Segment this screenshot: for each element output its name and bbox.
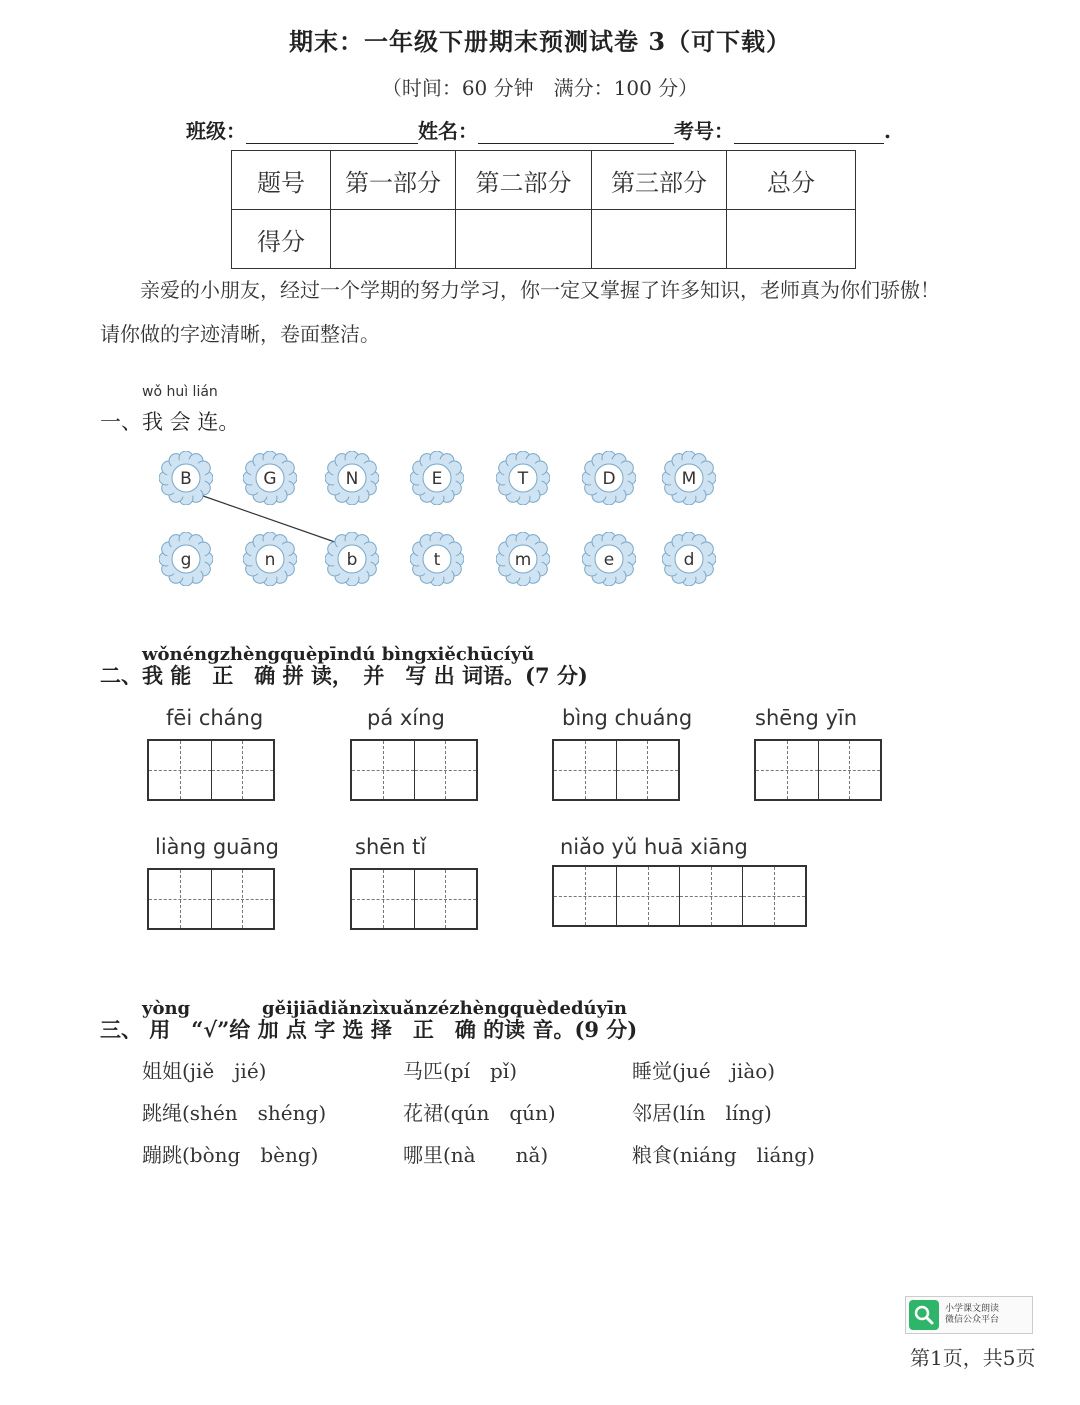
badge-line-1: 小学课文朗读 [945, 1304, 1000, 1314]
q2-word-pinyin: pá xíng [367, 706, 445, 730]
q3-choice[interactable]: 马匹(pí pǐ) [403, 1059, 518, 1083]
q2-title: 二、我 能 正 确 拼 读， 并 写 出 词语。(7 分) [100, 663, 588, 688]
intro-line-2: 请你做的字迹清晰，卷面整洁。 [100, 322, 380, 346]
search-icon [909, 1300, 939, 1330]
flower-letter: t [433, 550, 441, 570]
flower-upper-0[interactable] [159, 451, 213, 505]
score-header-cell: 第一部分 [331, 151, 456, 210]
flower-letter: N [345, 469, 359, 489]
exam-no-label: 考号： [674, 119, 734, 143]
q2-writing-box[interactable] [147, 868, 275, 930]
flower-upper-5[interactable] [582, 451, 636, 505]
flower-lower-2[interactable] [325, 532, 379, 586]
q3-choice[interactable]: 邻居(lín líng) [632, 1101, 772, 1125]
flower-lower-4[interactable] [496, 532, 550, 586]
flower-letter: b [346, 550, 358, 570]
badge-text [945, 1304, 999, 1326]
score-header-cell: 第二部分 [456, 151, 592, 210]
flower-letter: M [681, 469, 697, 489]
flower-letter: D [602, 469, 616, 489]
score-header-cell: 总分 [727, 151, 856, 210]
q2-word-pinyin: fēi cháng [166, 706, 264, 730]
exam-time-score: （时间：60 分钟 满分：100 分） [381, 76, 699, 100]
q3-choice[interactable]: 粮食(niáng liáng) [632, 1143, 815, 1167]
flower-upper-4[interactable] [496, 451, 550, 505]
name-label: 姓名： [418, 119, 478, 143]
q2-word-pinyin: liàng guāng [155, 835, 280, 859]
flower-letter: G [263, 469, 277, 489]
q1-pinyin: wǒ huì lián [142, 384, 218, 400]
q2-word-pinyin: shēn tǐ [355, 835, 427, 859]
q3-pinyin-yong: yòng [142, 998, 191, 1019]
q2-writing-box[interactable] [552, 739, 680, 801]
q2-writing-box[interactable] [350, 739, 478, 801]
q2-pinyin: wǒnéngzhèngquèpīndú bìngxiěchūcíyǔ [142, 644, 535, 665]
flower-letter: m [514, 550, 532, 570]
wechat-badge[interactable] [905, 1296, 1033, 1334]
q2-word-pinyin: bìng chuáng [562, 706, 693, 730]
q2-writing-box[interactable] [147, 739, 275, 801]
q3-choice[interactable]: 姐姐(jiě jié) [142, 1059, 267, 1083]
q3-pinyin: gěijiādiǎnzìxuǎnzézhèngquèdedúyīn [262, 998, 628, 1019]
flower-letter: g [180, 550, 192, 570]
q2-writing-box[interactable] [754, 739, 882, 801]
q2-word-pinyin: shēng yīn [755, 706, 858, 730]
q1-title: 一、我 会 连。 [100, 410, 240, 434]
flower-letter: n [264, 550, 276, 570]
q3-choice[interactable]: 蹦跳(bòng bèng) [142, 1143, 319, 1167]
flower-lower-1[interactable] [243, 532, 297, 586]
q2-writing-box[interactable] [552, 865, 807, 927]
q3-choice[interactable]: 花裙(qún qún) [403, 1101, 556, 1125]
flower-upper-3[interactable] [410, 451, 464, 505]
flower-letter: e [603, 550, 615, 570]
intro-line-1: 亲爱的小朋友，经过一个学期的努力学习，你一定又掌握了许多知识，老师真为你们骄傲！ [140, 278, 940, 302]
score-header-cell: 第三部分 [592, 151, 727, 210]
flower-lower-0[interactable] [159, 532, 213, 586]
flower-lower-6[interactable] [662, 532, 716, 586]
q3-choice[interactable]: 睡觉(jué jiào) [632, 1059, 776, 1083]
exam-no-end: . [884, 119, 891, 143]
class-label: 班级： [186, 119, 246, 143]
score-header-cell: 题号 [232, 151, 331, 210]
flower-letter: B [180, 469, 192, 489]
q2-word-pinyin: niǎo yǔ huā xiāng [560, 835, 748, 859]
flower-upper-1[interactable] [243, 451, 297, 505]
flower-upper-2[interactable] [325, 451, 379, 505]
badge-line-2: 微信公众平台 [945, 1315, 1000, 1325]
flower-letter: E [431, 469, 443, 489]
q3-title: 三、 用 “√”给 加 点 字 选 择 正 确 的读 音。(9 分) [100, 1017, 638, 1042]
page-title: 期末：一年级下册期末预测试卷 3（可下载） [288, 27, 792, 56]
flower-lower-5[interactable] [582, 532, 636, 586]
q2-writing-box[interactable] [350, 868, 478, 930]
q1-matching-area [0, 0, 1080, 620]
score-row-label: 得分 [232, 210, 331, 269]
flower-letter: T [517, 469, 529, 489]
q3-choice[interactable]: 哪里(nà nǎ) [403, 1143, 549, 1167]
flower-upper-6[interactable] [662, 451, 716, 505]
page-number: 第1页，共5页 [910, 1346, 1036, 1370]
flower-lower-3[interactable] [410, 532, 464, 586]
q3-choice[interactable]: 跳绳(shén shéng) [142, 1101, 327, 1125]
flower-letter: d [683, 550, 695, 570]
